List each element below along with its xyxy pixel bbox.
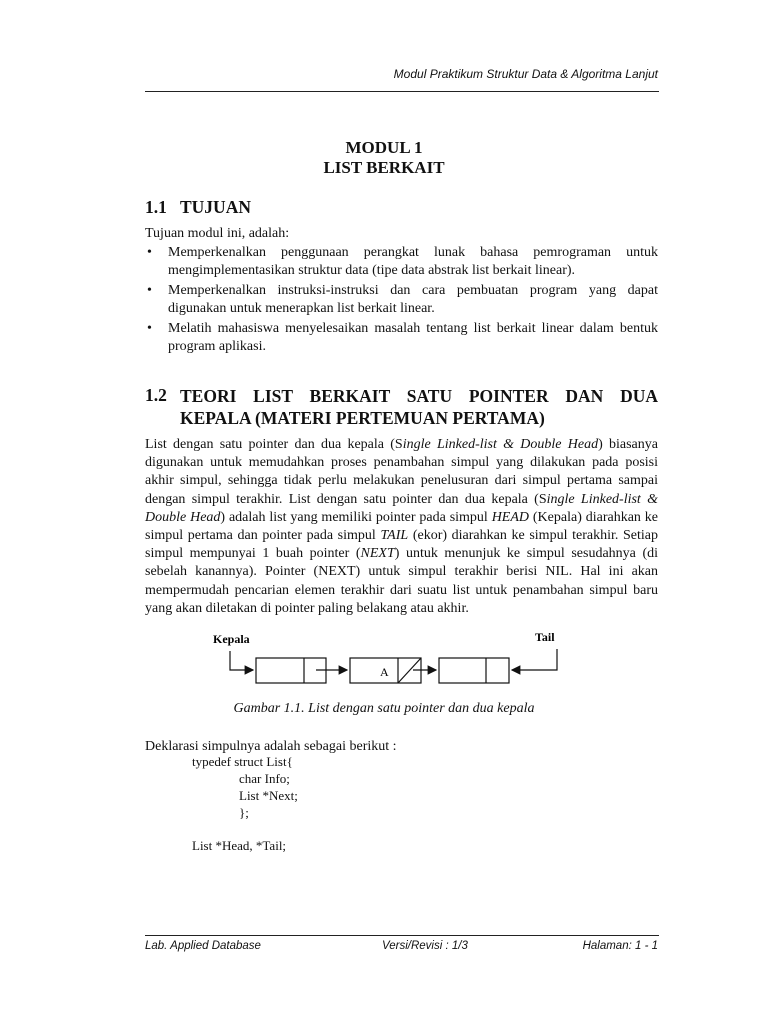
objective-item: • Memperkenalkan penggunaan perangkat lunak bahasa pemrograman untuk mengimplementasikan struktur data (tipe data abstrak list berkait linear).	[147, 245, 658, 278]
section-1-intro: Tujuan modul ini, adalah:	[145, 226, 290, 241]
objective-item: • Melatih mahasiswa menyelesaikan masalah tentang list berkait linear dalam bentuk program aplikasi.	[147, 321, 658, 354]
code-line: };	[239, 805, 249, 820]
head-pointer-arrow	[230, 651, 253, 670]
section-2-title: TEORI LIST BERKAIT SATU POINTER DAN DUA KEPALA (MATERI PERTEMUAN PERTAMA)	[180, 386, 658, 428]
code-line: List *Head, *Tail;	[192, 838, 287, 853]
module-number: MODUL 1	[345, 138, 423, 157]
section-1-title: TUJUAN	[180, 197, 251, 217]
section-2-number: 1.2	[145, 385, 167, 405]
section-2-paragraph: List dengan satu pointer dan dua kepala (Single Linked-list & Double Head) biasanya digunakan untuk memudahkan proses penambahan simpul yang dilakukan pada posisi akhir simpul, sehingga tidak perlu melakukan penelusuran dari simpul pertama sampai dengan simpul terakhir. List dengan satu pointer dan dua kepala (Single Linked-list & Double Head) adalah list yang memiliki pointer pada simpul HEAD (Kepala) diarahkan ke simpul pertama dan pointer pada simpul TAIL (ekor) diarahkan ke simpul terakhir. Setiap simpul mempunyai 1 buah pointer (NEXT) untuk menunjuk ke simpul sesudahnya (di sebelah kanannya). Pointer (NEXT) untuk simpul terakhir berisi NIL. Hal ini akan mempermudah pencarian elemen terakhir dari suatu list untuk penambahan simpul baru yang akan diletakan di pointer paling belakang atau akhir.	[145, 437, 659, 616]
code-line: char Info;	[239, 771, 290, 786]
bullet-icon: •	[147, 321, 152, 336]
objective-item: • Memperkenalkan instruksi-instruksi dan cara pembuatan program yang dapat digunakan untuk menerapkan list berkait linear.	[147, 283, 658, 316]
footer-page: Halaman: 1 - 1	[582, 940, 658, 952]
bullet-icon: •	[147, 245, 152, 260]
declaration-intro: Deklarasi simpulnya adalah sebagai berikut :	[145, 739, 397, 754]
module-title: LIST BERKAIT	[323, 158, 445, 177]
footer-version: Versi/Revisi : 1/3	[382, 940, 468, 952]
code-line: typedef struct List{	[192, 754, 293, 769]
tail-pointer-arrow	[512, 649, 557, 670]
footer-rule	[145, 935, 659, 936]
node-value: A	[380, 665, 389, 679]
footer-lab: Lab. Applied Database	[145, 940, 261, 952]
list-node-1	[256, 658, 326, 683]
list-node-3	[439, 658, 509, 683]
section-1-number: 1.1	[145, 197, 167, 217]
code-line: List *Next;	[239, 788, 298, 803]
head-label: Kepala	[213, 632, 250, 646]
list-node-2	[350, 658, 421, 683]
figure-caption: Gambar 1.1. List dengan satu pointer dan dua kepala	[233, 701, 535, 716]
bullet-icon: •	[147, 283, 152, 298]
running-header: Modul Praktikum Struktur Data & Algoritma Lanjut	[393, 67, 658, 81]
tail-label: Tail	[535, 630, 555, 644]
